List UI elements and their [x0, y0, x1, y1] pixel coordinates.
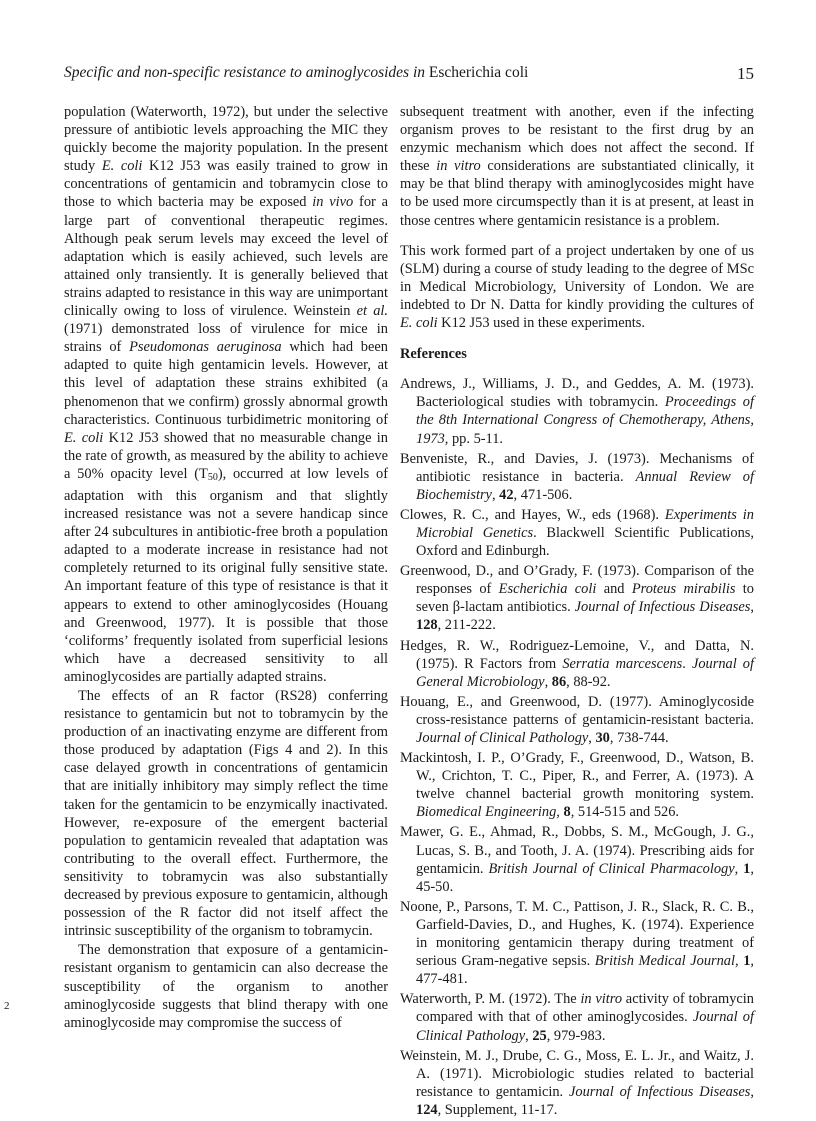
reference-item: Mackintosh, I. P., O’Grady, F., Greenwood, D., Watson, B. W., Crichton, T. C., Piper, R., and Ferrer, A. (1973). A twelve channel bacterial growth monitoring system. Biomedical Engineering, 8, 514-515 and 526.	[400, 750, 754, 821]
running-title-organism: Escherichia coli	[428, 64, 529, 81]
body-paragraph-4: subsequent treatment with another, even if the infecting organism proves to be resistant to the first drug by an enzymic mechanism which does not affect the second. If these in vitro considerations are substantiated clinically, it may be that blind therapy with aminoglycosides might have to be used more circumspectly than it is at present, at least in those centres where gentamicin resistance is a problem.	[400, 104, 754, 229]
reference-item: Andrews, J., Williams, J. D., and Geddes, A. M. (1973). Bacteriological studies with tobramycin. Proceedings of the 8th International Congress of Chemotherapy, Athens, 1973, pp. 5-11.	[400, 376, 754, 447]
reference-item: Weinstein, M. J., Drube, C. G., Moss, E. L. Jr., and Waitz, J. A. (1971). Microbiologic studies related to bacterial resistance to gentamicin. Journal of Infectious Diseases, 124, Supplement, 11-17.	[400, 1047, 754, 1118]
body-paragraph-1: population (Waterworth, 1972), but under the selective pressure of antibiotic levels approaching the MIC they quickly become the majority population. In the present study E. coli K12 J53 was easily trained to grow in concentrations of gentamicin and tobramycin close to those to which bacteria may be exposed in vivo for a large part of conventional therapeutic regimes. Although peak serum levels may exceed the level of adaptation which is easily achieved, such levels are attained only transiently. It is generally believed that strains adapted to resistance in this way are unimportant clinically owing to loss of virulence. Weinstein et al. (1971) demonstrated loss of virulence for mice in strains of Pseudomonas aeruginosa which had been adapted to quite high gentamicin levels. However, at this level of adaptation these strains exhibited (a phenomenon that we confirm) grossly abnormal growth characteristics. Continuous turbidimetric monitoring of E. coli K12 J53 showed that no measurable change in the rate of growth, as measured by the ability to achieve a 50% opacity level $(T_{50})$, occurred at low levels of adaptation with this organism and that slightly increased resistance was not a severe handicap since after 24 subcultures in antibiotic-free broth a population adapted to a moderate increase in resistance had not completely returned to its original fully sensitive state. An important feature of this type of resistance is that it appears to extend to other aminoglycosides (Houang and Greenwood, 1977). It is possible that those ‘coliforms’ frequently isolated from superficial lesions which have a decreased sensitivity to all aminoglycosides are partially adapted strains.	[64, 104, 388, 685]
reference-list	[400, 375, 754, 1119]
reference-item: Clowes, R. C., and Hayes, W., eds (1968). Experiments in Microbial Genetics. Blackwell Scientific Publications, Oxford and Edinburgh.	[400, 506, 754, 560]
page-number: 15	[737, 64, 754, 83]
reference-item: Waterworth, P. M. (1972). The in vitro activity of tobramycin compared with that of other aminoglycosides. Journal of Clinical Pathology, 25, 979-983.	[400, 991, 755, 1044]
running-header	[64, 64, 754, 94]
body-paragraph-2: The effects of an R factor (RS28) conferring resistance to gentamicin but not to tobramycin by the production of an inactivating enzyme are different from those produced by adaptation (Figs 4 and 2). In this case delayed growth in concentrations of gentamicin that are initially inhibitory may simply reflect the time taken for the gentamicin to be enzymically inactivated. However, re-exposure of the emergent bacterial population to gentamicin revealed that adaptation was contributing to the overall effect. Furthermore, the sensitivity to tobramycin was also substantially decreased by previous exposure to gentamicin, although possession of the R factor did not itself affect the intrinsic susceptibility of the organism to tobramycin.	[64, 688, 388, 940]
references-heading: References	[400, 346, 467, 363]
running-title	[64, 64, 528, 82]
reference-item: Greenwood, D., and O’Grady, F. (1973). Comparison of the responses of Escherichia coli and Proteus mirabilis to seven β-lactam antibiotics. Journal of Infectious Diseases, 128, 211-222.	[400, 563, 754, 634]
reference-item: Hedges, R. W., Rodriguez-Lemoine, V., and Datta, N. (1975). R Factors from Serratia marcescens. Journal of General Microbiology, 86, 88-92.	[400, 637, 755, 690]
footer-mark: 2	[4, 1000, 10, 1012]
acknowledgement: This work formed part of a project undertaken by one of us (SLM) during a course of study leading to the degree of MSc in Medical Microbiology, University of London. We are indebted to Dr N. Datta for kindly providing the cultures of E. coli K12 J53 used in these experiments.	[400, 242, 754, 332]
body-paragraph-3: The demonstration that exposure of a gentamicin-resistant organism to gentamicin can also decrease the susceptibility of the organism to another aminoglycoside suggests that blind therapy with one aminoglycoside may compromise the success of	[64, 942, 388, 1031]
running-title-italic: Specific and non-specific resistance to aminoglycosides in	[64, 64, 426, 81]
reference-item: Mawer, G. E., Ahmad, R., Dobbs, S. M., McGough, J. G., Lucas, S. B., and Tooth, J. A. (1974). Prescribing aids for gentamicin. British Journal of Clinical Pharmacology, 1, 45-50.	[400, 824, 754, 895]
reference-item: Houang, E., and Greenwood, D. (1977). Aminoglycoside cross-resistance patterns of gentamicin-resistant bacteria. Journal of Clinical Pathology, 30, 738-744.	[400, 693, 754, 746]
reference-item: Noone, P., Parsons, T. M. C., Pattison, J. R., Slack, R. C. B., Garfield-Davies, D., and Hughes, K. (1974). Experience in monitoring gentamicin therapy during treatment of serious Gram-negative sepsis. British Medical Journal, 1, 477-481.	[400, 898, 754, 988]
left-column	[64, 103, 388, 1032]
reference-item: Benveniste, R., and Davies, J. (1973). Mechanisms of antibiotic resistance in bacteria. Annual Review of Biochemistry, 42, 471-506.	[400, 450, 754, 503]
right-column	[400, 103, 754, 1121]
